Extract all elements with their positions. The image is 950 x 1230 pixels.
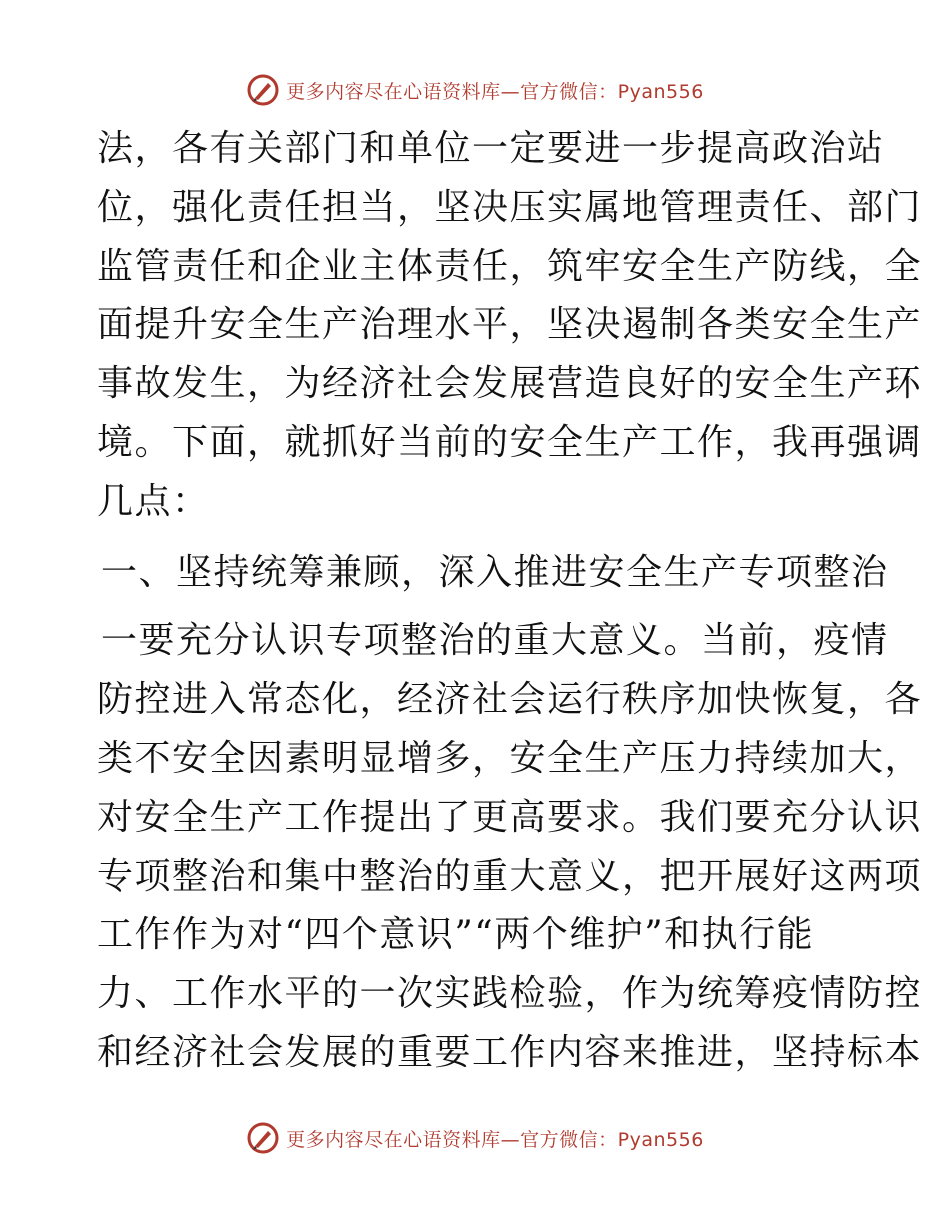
text-line: 面提升安全生产治理水平，坚决遏制各类安全生产 xyxy=(97,304,923,346)
text-line: 力、工作水平的一次实践检验，作为统筹疫情防控 xyxy=(97,973,923,1015)
text-line: 法，各有关部门和单位一定要进一步提高政治站 xyxy=(97,128,885,169)
header-watermark xyxy=(0,70,950,110)
text-line: 一要充分认识专项整治的重大意义。当前，疫情 xyxy=(101,620,889,662)
watermark-text: 更多内容尽在心语资料库—官方微信：Pyan556 xyxy=(286,80,704,103)
watermark-text: 更多内容尽在心语资料库—官方微信：Pyan556 xyxy=(286,1128,704,1151)
text-line: 工作作为对“四个意识”“两个维护”和执行能 xyxy=(97,914,815,956)
text-line: 防控进入常态化，经济社会运行秩序加快恢复，各 xyxy=(97,679,923,721)
text-line: 对安全生产工作提出了更高要求。我们要充分认识 xyxy=(97,796,923,838)
pen-logo-icon xyxy=(246,73,280,107)
text-line: 几点： xyxy=(97,480,210,522)
text-line: 专项整治和集中整治的重大意义，把开展好这两项 xyxy=(97,855,923,897)
footer-watermark xyxy=(0,1118,950,1158)
text-line: 境。下面，就抓好当前的安全生产工作，我再强调 xyxy=(97,421,923,463)
pen-logo-icon xyxy=(246,1121,280,1155)
text-line: 事故发生，为经济社会发展营造良好的安全生产环 xyxy=(97,363,923,405)
document-body xyxy=(97,120,923,1083)
text-line: 位，强化责任担当，坚决压实属地管理责任、部门 xyxy=(97,186,923,228)
text-line: 类不安全因素明显增多，安全生产压力持续加大， xyxy=(97,737,923,779)
text-line: 和经济社会发展的重要工作内容来推进，坚持标本 xyxy=(97,1031,923,1073)
text-line: 监管责任和企业主体责任，筑牢安全生产防线，全 xyxy=(97,245,923,287)
section-heading: 一、坚持统筹兼顾，深入推进安全生产专项整治 xyxy=(101,551,889,593)
